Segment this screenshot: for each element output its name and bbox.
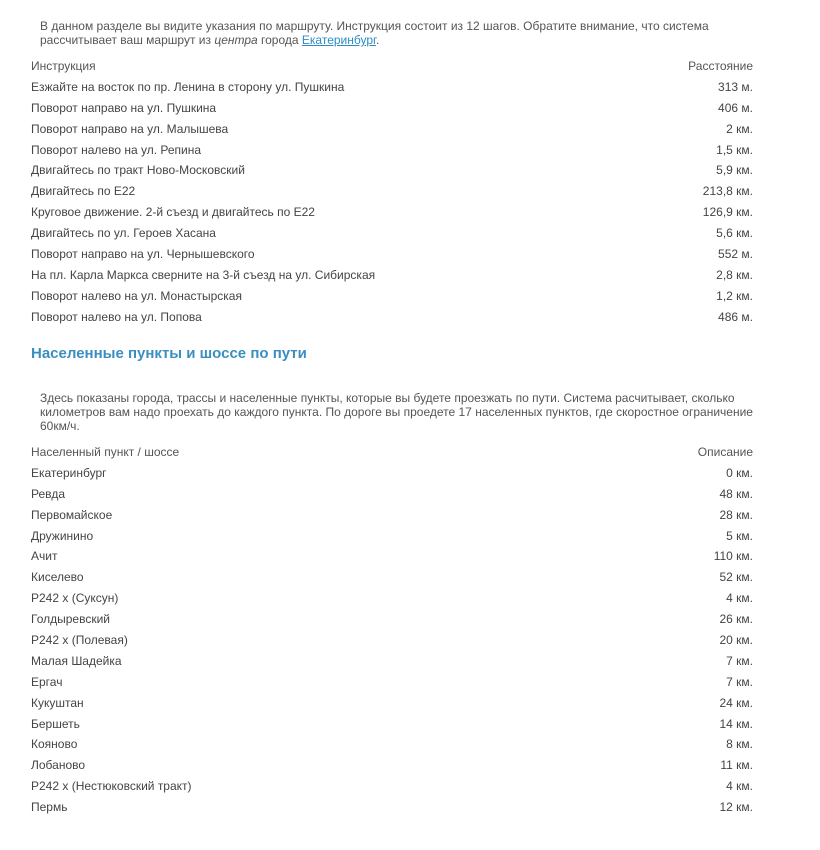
settlement-rows [31, 463, 753, 818]
route-step-row-distance: 486 м. [718, 309, 753, 324]
settlement-row-place: P242 x (Суксун) [31, 591, 119, 606]
settlements-table-header [31, 442, 753, 463]
route-step-row-distance: 213,8 км. [702, 184, 753, 199]
settlement-row-description: 52 км. [719, 570, 753, 585]
route-step-row-distance: 1,5 км. [716, 142, 753, 157]
settlement-row-description: 7 км. [726, 674, 753, 689]
settlement-row-description: 28 км. [719, 507, 753, 522]
settlement-row-description: 11 км. [720, 758, 753, 773]
settlement-row-description: 0 км. [726, 465, 753, 480]
settlement-row [31, 734, 753, 755]
settlement-row [31, 546, 753, 567]
route-rows [31, 77, 753, 328]
route-step-row-distance: 1,2 км. [716, 288, 753, 303]
settlement-row-place: Лобаново [31, 758, 86, 773]
distance-column-header: Расстояние [688, 59, 753, 73]
route-step-row [31, 202, 753, 223]
settlement-row-description: 14 км. [719, 716, 753, 731]
settlement-row-place: Киселево [31, 570, 84, 585]
settlements-section-title: Населенные пункты и шоссе по пути [31, 345, 307, 362]
settlement-row-place: Екатеринбург [31, 465, 107, 480]
route-step-row-instruction: Поворот налево на ул. Монастырская [31, 288, 242, 303]
settlement-row [31, 484, 753, 505]
route-step-row [31, 244, 753, 265]
route-step-row-instruction: Поворот направо на ул. Малышева [31, 121, 229, 136]
settlement-row [31, 526, 753, 547]
route-step-row-instruction: Круговое движение. 2-й съезд и двигайтесь по E22 [31, 205, 315, 220]
route-intro-text: В данном разделе вы видите указания по маршруту. Инструкция состоит из 12 шагов. Обратите внимание, что система рассчитывает ваш маршрут из [40, 19, 709, 47]
route-step-row-instruction: Двигайтесь по E22 [31, 184, 136, 199]
route-intro-end: . [375, 33, 380, 47]
route-step-row-distance: 313 м. [718, 79, 753, 94]
route-step-row-instruction: На пл. Карла Маркса сверните на 3-й съезд на ул. Сибирская [31, 267, 376, 282]
settlement-row-description: 48 км. [719, 486, 753, 501]
settlement-row [31, 693, 753, 714]
settlement-row-place: Пермь [31, 800, 68, 815]
settlement-row-place: Первомайское [31, 507, 113, 522]
settlement-row [31, 651, 753, 672]
route-step-row-distance: 2 км. [726, 121, 753, 136]
route-step-row-instruction: Поворот налево на ул. Попова [31, 309, 202, 324]
settlement-row-place: Дружинино [31, 528, 94, 543]
settlement-row-description: 26 км. [719, 612, 753, 627]
route-step-row [31, 223, 753, 244]
settlement-row-description: 24 км. [719, 695, 753, 710]
settlement-row [31, 755, 753, 776]
route-step-row-instruction: Двигайтесь по тракт Ново-Московский [31, 163, 245, 178]
route-step-row-distance: 5,9 км. [716, 163, 753, 178]
settlements-table [31, 442, 753, 818]
route-step-row [31, 160, 753, 181]
settlement-row-place: Ревда [31, 486, 66, 501]
route-step-row-instruction: Поворот налево на ул. Репина [31, 142, 202, 157]
settlement-row [31, 714, 753, 735]
route-step-row [31, 181, 753, 202]
settlement-row-description: 12 км. [719, 800, 753, 815]
route-step-row [31, 265, 753, 286]
route-step-row [31, 77, 753, 98]
settlement-row-place: Голдыревский [31, 612, 110, 627]
settlement-row-description: 4 км. [726, 779, 753, 794]
route-table-header [31, 56, 753, 77]
place-column-header: Населенный пункт / шоссе [31, 445, 180, 459]
settlement-row-place: Бершеть [31, 716, 80, 731]
description-column-header: Описание [697, 445, 753, 459]
route-intro-emphasis: центра [214, 33, 258, 47]
settlement-row [31, 630, 753, 651]
settlements-intro: Здесь показаны города, трассы и населенные пункты, которые вы будете проезжать по пути. Система расчитывает, сколько километров вам надо проехать до каждого пункта. По дороге вы проедете 17 населенных пунктов, где скоростное ограничение 60км/ч. [40, 391, 753, 433]
city-link[interactable]: Екатеринбург [301, 33, 376, 47]
route-intro-text-2: города [257, 33, 302, 47]
route-step-row [31, 307, 753, 328]
settlement-row [31, 609, 753, 630]
route-instructions-table [31, 56, 753, 328]
route-step-row-instruction: Двигайтесь по ул. Героев Хасана [31, 226, 216, 241]
settlement-row-place: Ергач [31, 674, 63, 689]
route-step-row [31, 140, 753, 161]
route-step-row-instruction: Езжайте на восток по пр. Ленина в сторону ул. Пушкина [31, 79, 345, 94]
settlement-row-description: 4 км. [726, 591, 753, 606]
route-step-row-instruction: Поворот направо на ул. Пушкина [31, 100, 217, 115]
route-step-row-distance: 552 м. [718, 247, 753, 262]
settlement-row-place: P242 x (Нестюковский тракт) [31, 779, 192, 794]
settlement-row [31, 505, 753, 526]
route-step-row-distance: 5,6 км. [716, 226, 753, 241]
route-step-row-distance: 406 м. [718, 100, 753, 115]
settlement-row-place: P242 x (Полевая) [31, 633, 128, 648]
settlement-row-place: Ачит [31, 549, 58, 564]
settlement-row-place: Кояново [31, 737, 78, 752]
settlement-row-description: 7 км. [726, 653, 753, 668]
settlement-row [31, 672, 753, 693]
route-step-row [31, 119, 753, 140]
route-step-row-instruction: Поворот направо на ул. Чернышевского [31, 247, 255, 262]
route-step-row-distance: 126,9 км. [702, 205, 753, 220]
route-step-row-distance: 2,8 км. [716, 267, 753, 282]
settlement-row-place: Кукуштан [31, 695, 84, 710]
route-step-row [31, 98, 753, 119]
route-step-row [31, 286, 753, 307]
settlement-row-description: 20 км. [719, 633, 753, 648]
settlement-row-description: 8 км. [726, 737, 753, 752]
settlement-row [31, 776, 753, 797]
route-intro [40, 19, 770, 47]
settlement-row [31, 463, 753, 484]
settlement-row-description: 5 км. [726, 528, 753, 543]
settlement-row [31, 588, 753, 609]
settlement-row-description: 110 км. [713, 549, 753, 564]
settlement-row [31, 797, 753, 818]
settlement-row-place: Малая Шадейка [31, 653, 122, 668]
settlement-row [31, 567, 753, 588]
instruction-column-header: Инструкция [31, 59, 96, 73]
